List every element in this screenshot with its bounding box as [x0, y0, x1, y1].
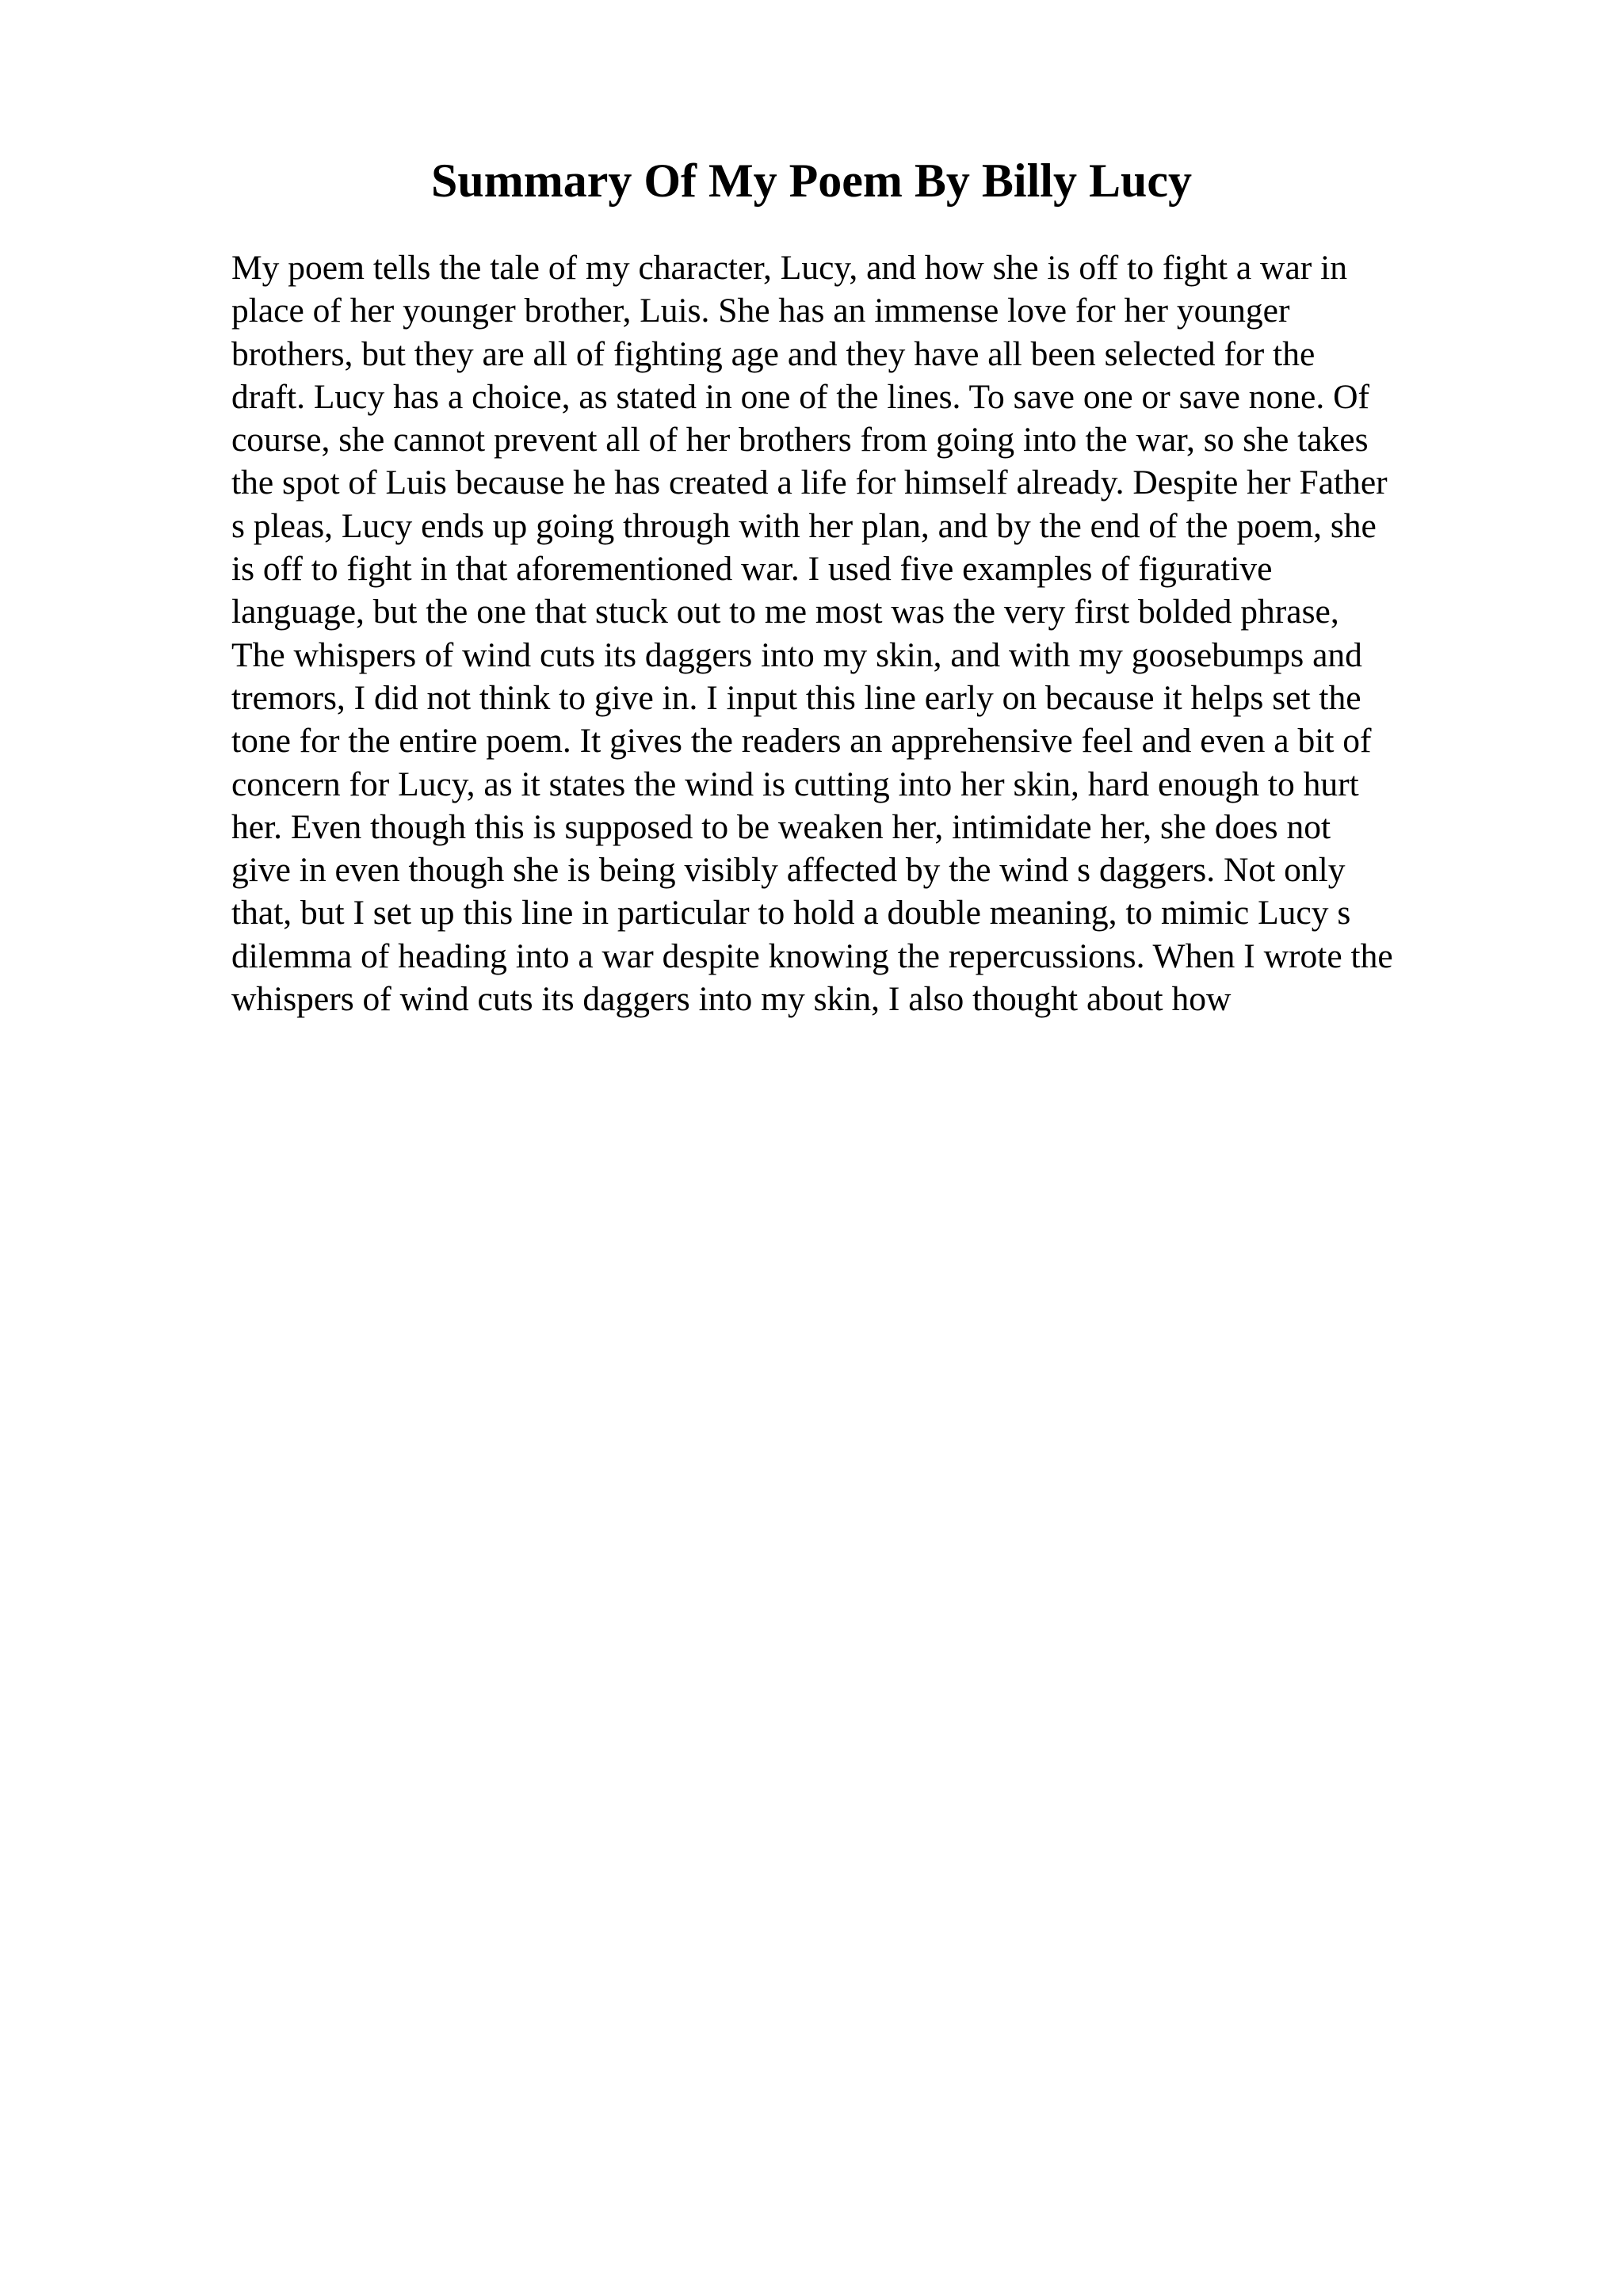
text-line: is off to fight in that aforementioned war. I used five examples of figurative [231, 550, 1273, 589]
text-line: tone for the entire poem. It gives the readers an apprehensive feel and even a bit of [231, 722, 1372, 761]
text-line: give in even though she is being visibly affected by the wind s daggers. Not only [231, 851, 1346, 890]
text-line: tremors, I did not think to give in. I input this line early on because it helps set the [231, 678, 1361, 717]
text-line: that, but I set up this line in particular to hold a double meaning, to mimic Lucy s [231, 894, 1351, 933]
text-line: s pleas, Lucy ends up going through with her plan, and by the end of the poem, she [231, 506, 1377, 545]
text-line: language, but the one that stuck out to me most was the very first bolded phrase, [231, 593, 1339, 631]
text-line: course, she cannot prevent all of her brothers from going into the war, so she takes [231, 421, 1369, 460]
text-line: concern for Lucy, as it states the wind is cutting into her skin, hard enough to hurt [231, 765, 1359, 803]
text-line: draft. Lucy has a choice, as stated in one of the lines. To save one or save none. Of [231, 377, 1370, 416]
text-line: dilemma of heading into a war despite knowing the repercussions. When I wrote the [231, 936, 1393, 975]
text-line: The whispers of wind cuts its daggers into my skin, and with my goosebumps and [231, 635, 1362, 674]
text-line: place of her younger brother, Luis. She has an immense love for her younger [231, 292, 1290, 330]
summary-paragraph [231, 246, 1499, 1020]
text-line: brothers, but they are all of fighting age and they have all been selected for the [231, 334, 1316, 373]
text-line: her. Even though this is supposed to be weaken her, intimidate her, she does not [231, 807, 1331, 846]
text-line: My poem tells the tale of my character, Lucy, and how she is off to fight a war in [231, 249, 1347, 287]
text-line: the spot of Luis because he has created a life for himself already. Despite her Father [231, 463, 1388, 502]
text-line: whispers of wind cuts its daggers into my skin, I also thought about how [231, 980, 1232, 1019]
document-title: Summary Of My Poem By Billy Lucy [431, 154, 1192, 207]
